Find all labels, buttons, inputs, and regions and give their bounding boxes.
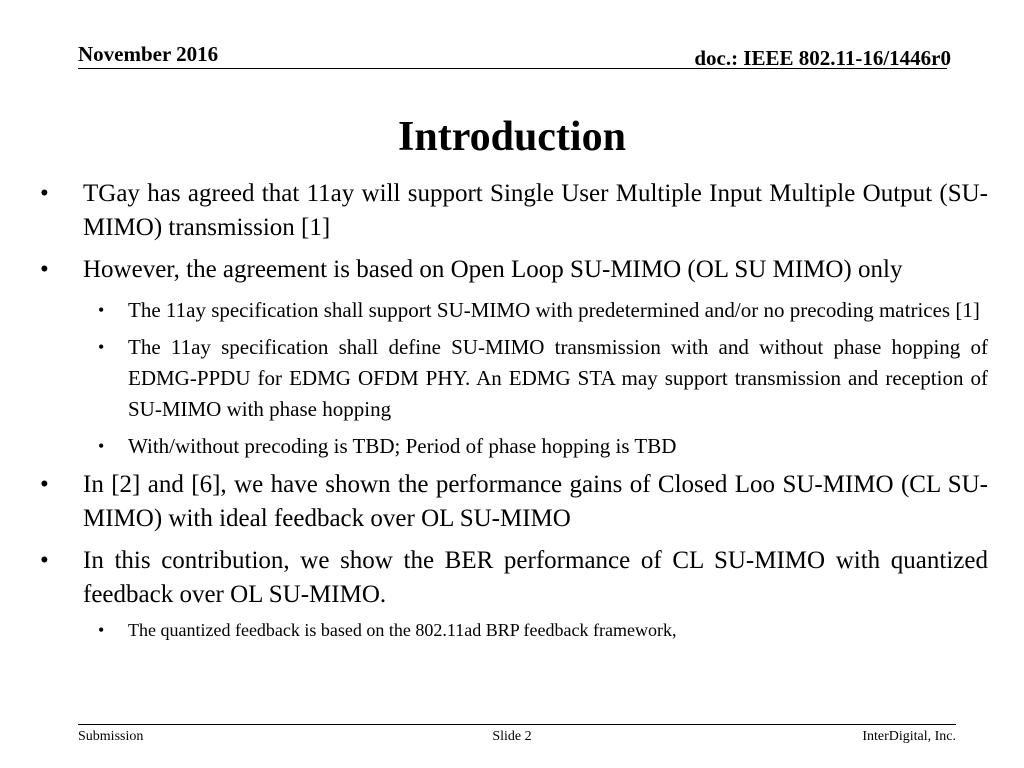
footer-rule	[78, 724, 956, 725]
bullet-marker: •	[40, 547, 49, 574]
slide-title: Introduction	[398, 114, 626, 160]
bullet-text: TGay has agreed that 11ay will support Single User Multiple Input Multiple Output (SU-MIMO) transmission [1]	[83, 180, 988, 241]
bullet-marker: •	[40, 256, 49, 283]
bullet-1	[40, 177, 988, 245]
sub-bullet-2-2	[83, 332, 988, 425]
sub-bullet-4-1	[83, 616, 988, 644]
header-date: November 2016	[78, 42, 219, 66]
bullet-text: In [2] and [6], we have shown the performance gains of Closed Loo SU-MIMO (CL SU-MIMO) with ideal feedback over OL SU-MIMO	[83, 471, 988, 532]
bullet-marker: •	[98, 337, 105, 357]
bullet-text: In this contribution, we show the BER performance of CL SU-MIMO with quantized feedback over OL SU-MIMO.	[83, 547, 988, 608]
bullet-3	[40, 468, 988, 536]
bullet-marker: •	[40, 180, 49, 207]
header-rule	[78, 68, 947, 69]
bullet-2	[40, 253, 988, 287]
sub-bullet-2-1	[83, 295, 988, 326]
footer-company: InterDigital, Inc.	[862, 729, 956, 744]
bullet-marker: •	[98, 620, 105, 640]
sub-bullet-2-3	[83, 431, 988, 462]
sub-bullet-text: With/without precoding is TBD; Period of phase hopping is TBD	[128, 434, 677, 458]
header-doc-id: doc.: IEEE 802.11-16/1446r0	[694, 46, 951, 70]
sub-bullet-text: The 11ay specification shall define SU-MIMO transmission with and without phase hopping of EDMG-PPDU for EDMG OFDM PHY. An EDMG STA may support transmission and reception of SU-MIMO with phase hopping	[128, 335, 988, 421]
footer-submission: Submission	[78, 729, 144, 744]
sub-bullet-text: The quantized feedback is based on the 802.11ad BRP feedback framework,	[128, 620, 677, 640]
bullet-marker: •	[98, 300, 105, 320]
slide-body	[40, 177, 988, 650]
bullet-text: However, the agreement is based on Open Loop SU-MIMO (OL SU MIMO) only	[83, 256, 903, 283]
sub-bullet-text: The 11ay specification shall support SU-MIMO with predetermined and/or no precoding matrices [1]	[128, 298, 980, 322]
bullet-marker: •	[98, 436, 105, 456]
bullet-4	[40, 544, 988, 612]
footer-slide-number: Slide 2	[492, 729, 532, 744]
bullet-marker: •	[40, 471, 49, 498]
